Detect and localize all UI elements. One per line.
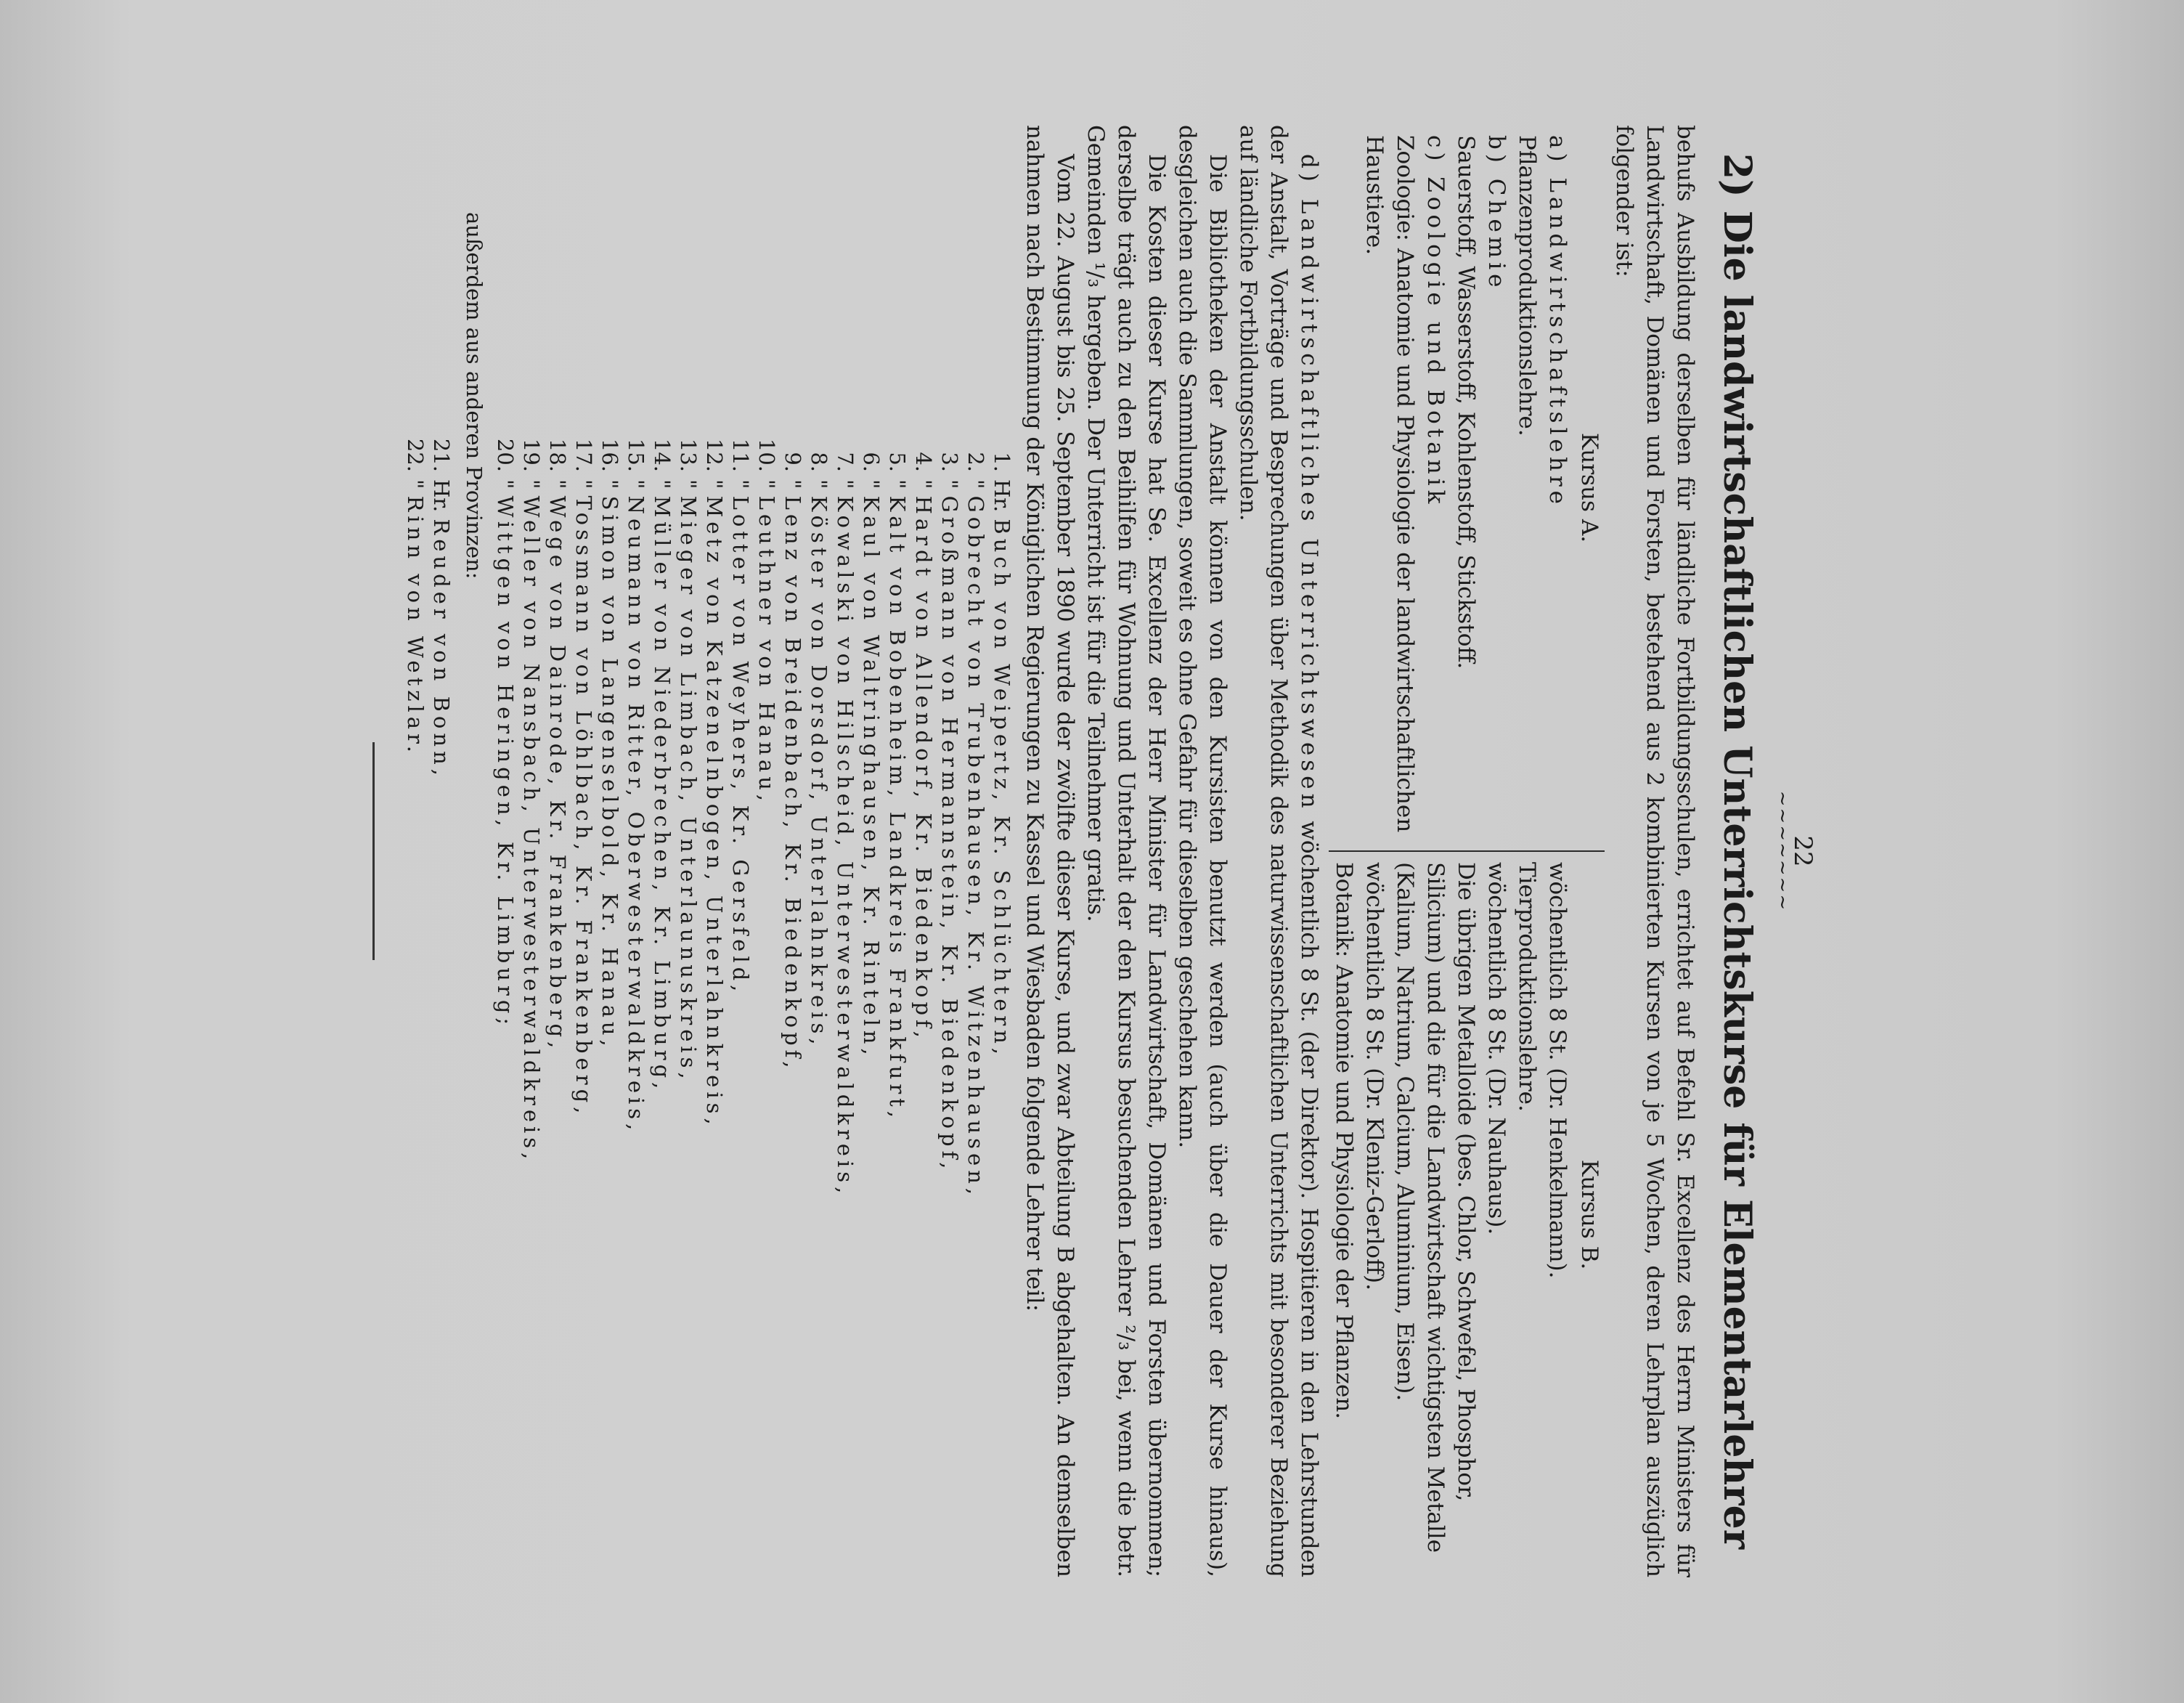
teacher-entry [989, 430, 1015, 1577]
teacher-name: Lotter von Weyhers, Kr. Gersfeld, [728, 495, 753, 996]
subject-d-label: d) Landwirtschaftliches Unterrichtswesen [1296, 154, 1322, 813]
teacher-name: Tossmann von Löhlbach, Kr. Frankenberg, [571, 495, 596, 1118]
teacher-prefix: " [807, 479, 831, 496]
teacher-name: Leuthner von Hanau, [754, 495, 779, 806]
teacher-number: 13. [676, 438, 701, 472]
kurs-a-subject-b-label: b) Chemie [1483, 135, 1509, 292]
teacher-number: 21. [429, 438, 454, 472]
rotated-document-page [403, 125, 1818, 1577]
kurs-b-subject-b-text: Die übrigen Metalloide (bes. Chlor, Schwefel, Phosphor, Silicium) und die für die Landwirtschaft wichtigsten Metalle (Kalium, Natrium, Calcium, Aluminium, Eisen). [1392, 862, 1479, 1553]
teacher-prefix: " [493, 479, 518, 496]
page-number: 22 [1788, 835, 1817, 867]
teacher-name: Buch von Weipertz, Kr. Schlüchtern, [990, 519, 1014, 1060]
teacher-name: Wege von Dainrode, Kr. Frankenberg, [545, 495, 570, 1053]
teacher-name: Wittgen von Heringen, Kr. Limburg; [493, 495, 518, 1030]
teacher-entry [402, 430, 428, 1577]
teacher-name: Hardt von Allendorf, Kr. Biedenkopf, [911, 495, 936, 1042]
closing-rule [372, 742, 375, 960]
teacher-prefix: " [833, 479, 857, 496]
teacher-name: Rinn von Wetzlar. [403, 495, 428, 757]
teacher-entry [571, 430, 597, 1577]
teacher-list [492, 430, 1015, 1577]
curriculum-table [1329, 125, 1605, 1577]
teacher-prefix: " [885, 479, 910, 496]
teacher-number: 17. [571, 438, 596, 472]
teacher-prefix: " [571, 479, 596, 496]
teacher-entry [428, 430, 455, 1577]
teacher-name: Metz von Katzenelnbogen, Unterlahnkreis, [702, 495, 727, 1129]
teacher-entry [492, 430, 518, 1577]
teacher-number: 3. [937, 452, 962, 472]
teacher-prefix: " [911, 479, 936, 496]
kurs-b-subject-a-hours: wöchentlich 8 St. (Dr. Henkelmann). [1544, 862, 1570, 1279]
teacher-name: Simon von Langenselbold, Kr. Hanau, [598, 495, 622, 1051]
course-dates-paragraph: Vom 22. August bis 25. September 1890 wurde der zwölfte dieser Kurse, und zwar Abteilung B abgehalten. An demselben nahmen nach Bestimmung der Königlichen Regierungen zu Kassel und Wiesbaden folgende Lehrer teil: [1022, 125, 1078, 1577]
teacher-prefix: Hr. [429, 479, 454, 519]
teacher-prefix: " [650, 479, 675, 496]
teacher-prefix: " [403, 479, 428, 496]
teacher-number: 11. [728, 438, 753, 472]
page-number-ornament: ~~~~~~~ [1772, 790, 1793, 912]
teacher-name: Müller von Niederbrechen, Kr. Limburg, [650, 495, 675, 1094]
teacher-number: 5. [885, 452, 910, 472]
teacher-name: Reuder von Bonn, [429, 519, 454, 780]
kurs-b-subject-c-hours: wöchentlich 8 St. (Dr. Kleniz-Gerloff). [1361, 862, 1388, 1291]
teacher-prefix: " [963, 479, 988, 496]
teacher-prefix: " [519, 479, 544, 496]
teacher-list-other [402, 430, 455, 1577]
teacher-prefix: " [937, 479, 962, 496]
teacher-number: 8. [807, 452, 831, 472]
kurs-b-title: Kursus B. [1576, 1159, 1602, 1270]
teacher-entry [701, 430, 728, 1577]
teacher-entry [884, 430, 910, 1577]
teacher-entry [963, 430, 989, 1577]
subject-d-text: wöchentlich 8 St. (der Direktor). Hospitieren in den Lehrstunden der Anstalt, Vorträge und Besprechungen über Methodik des naturwissenschaftlichen Unterrichts mit besonderer Beziehung auf ländliche Fortbildungsschulen. [1235, 125, 1322, 1577]
kurs-b-subject-a-text: Tierproduktionslehre. [1514, 862, 1540, 1112]
teacher-number: 20. [493, 438, 518, 472]
teacher-entry [675, 430, 701, 1577]
teacher-name: Gobrecht von Trubenhausen, Kr. Witzenhausen, [963, 495, 988, 1200]
kurs-b-column [1329, 852, 1605, 1577]
teacher-number: 22. [403, 438, 428, 472]
teacher-prefix: Hr. [990, 479, 1014, 519]
other-provinces-label: außerdem aus anderen Provinzen: [462, 212, 486, 580]
teacher-number: 9. [781, 452, 805, 472]
teacher-number: 7. [833, 452, 857, 472]
teacher-number: 19. [519, 438, 544, 472]
teacher-entry [728, 430, 754, 1577]
teacher-prefix: " [598, 479, 622, 496]
kurs-a-subject-a-text: Pflanzenproduktionslehre. [1514, 135, 1540, 436]
teacher-prefix: " [754, 479, 779, 496]
teacher-name: Kalt von Bobenheim, Landkreis Frankfurt, [885, 495, 910, 1123]
kurs-a-subject-c-text: Zoologie: Anatomie und Physiologie der landwirtschaftlichen Haustiere. [1361, 135, 1418, 833]
teacher-entry [806, 430, 832, 1577]
section-heading: 2) Die landwirtschaftlichen Unterrichtskurse für Elementarlehrer [1715, 153, 1759, 1550]
kurs-a-subject-a-label: a) Landwirtschaftslehre [1544, 135, 1570, 508]
teacher-number: 15. [624, 438, 648, 472]
teacher-entry [937, 430, 963, 1577]
teacher-name: Lenz von Breidenbach, Kr. Biedenkopf, [781, 495, 805, 1073]
teacher-name: Köster von Dorsdorf, Unterlahnkreis, [807, 495, 831, 1049]
kurs-a-title: Kursus A. [1576, 432, 1602, 543]
teacher-entry [597, 430, 623, 1577]
teacher-number: 14. [650, 438, 675, 472]
teacher-number: 16. [598, 438, 622, 472]
intro-paragraph: behufs Ausbildung derselben für ländliche Fortbildungsschulen, errichtet auf Befehl Sr. Excellenz des Herrn Ministers für Landwirtschaft, Domänen und Forsten, bestehend aus 2 kombinierten Kursen von je 5 Wochen, deren Lehrplan auszüglich folgender ist: [1611, 125, 1698, 1577]
teacher-prefix: " [702, 479, 727, 496]
teacher-prefix: " [545, 479, 570, 496]
teacher-name: Kowalski von Hilscheid, Unterwesterwaldkreis, [833, 495, 857, 1198]
teacher-number: 6. [859, 452, 884, 472]
teacher-prefix: " [624, 479, 648, 496]
teacher-entry [832, 430, 858, 1577]
teacher-prefix: " [728, 479, 753, 496]
kurs-a-column [1329, 125, 1605, 852]
kurs-a-subject-b-text: Sauerstoff, Wasserstoff, Kohlenstoff, Stickstoff. [1453, 135, 1479, 670]
teacher-prefix: " [676, 479, 701, 496]
subject-d-paragraph [1233, 125, 1324, 1577]
teacher-name: Neumann von Ritter, Oberwesterwaldkreis, [624, 495, 648, 1135]
kurs-a-subject-c-label: c) Zoologie und Botanik [1422, 135, 1448, 508]
teacher-number: 12. [702, 438, 727, 472]
teacher-entry [649, 430, 675, 1577]
teacher-name: Mieger von Limbach, Unterlaunuskreis, [676, 495, 701, 1084]
teacher-entry [518, 430, 545, 1577]
library-paragraph: Die Bibliotheken der Anstalt können von den Kursisten benutzt werden (auch über die Dauer der Kurse hinaus), desgleichen auch die Sammlungen, soweit es ohne Gefahr für dieselben geschehen kann. [1174, 125, 1231, 1577]
costs-paragraph: Die Kosten dieser Kurse hat Se. Excellenz der Herr Minister für Landwirtschaft, Domänen und Forsten übernommen; derselbe trägt auch zu den Beihilfen für Wohnung und Unterhalt der den Kursus besuchenden Lehrer ²/₃ bei, wenn die betr. Gemeinden ¹/₃ hergeben. Der Unterricht ist für die Teilnehmer gratis. [1083, 125, 1170, 1577]
teacher-name: Großmann von Hermannstein, Kr. Biedenkopf, [937, 495, 962, 1174]
page-number-block [1772, 125, 1818, 1577]
teacher-prefix: " [781, 479, 805, 496]
teacher-entry [780, 430, 806, 1577]
teacher-entry [545, 430, 571, 1577]
teacher-prefix: " [859, 479, 884, 496]
teacher-entry [910, 430, 937, 1577]
teacher-number: 4. [911, 452, 936, 472]
teacher-name: Weller von Nansbach, Unterwesterwaldkreis, [519, 495, 544, 1164]
teacher-number: 2. [963, 452, 988, 472]
teacher-number: 10. [754, 438, 779, 472]
teacher-number: 18. [545, 438, 570, 472]
teacher-entry [754, 430, 780, 1577]
kurs-b-subject-b-hours: wöchentlich 8 St. (Dr. Nauhaus). [1483, 862, 1509, 1235]
teacher-name: Kaul von Waltringhausen, Kr. Rinteln, [859, 495, 884, 1060]
teacher-entry [858, 430, 884, 1577]
teacher-number: 1. [990, 452, 1014, 472]
kurs-b-subject-c-text: Botanik: Anatomie und Physiologie der Pflanzen. [1331, 862, 1357, 1420]
teacher-entry [623, 430, 649, 1577]
